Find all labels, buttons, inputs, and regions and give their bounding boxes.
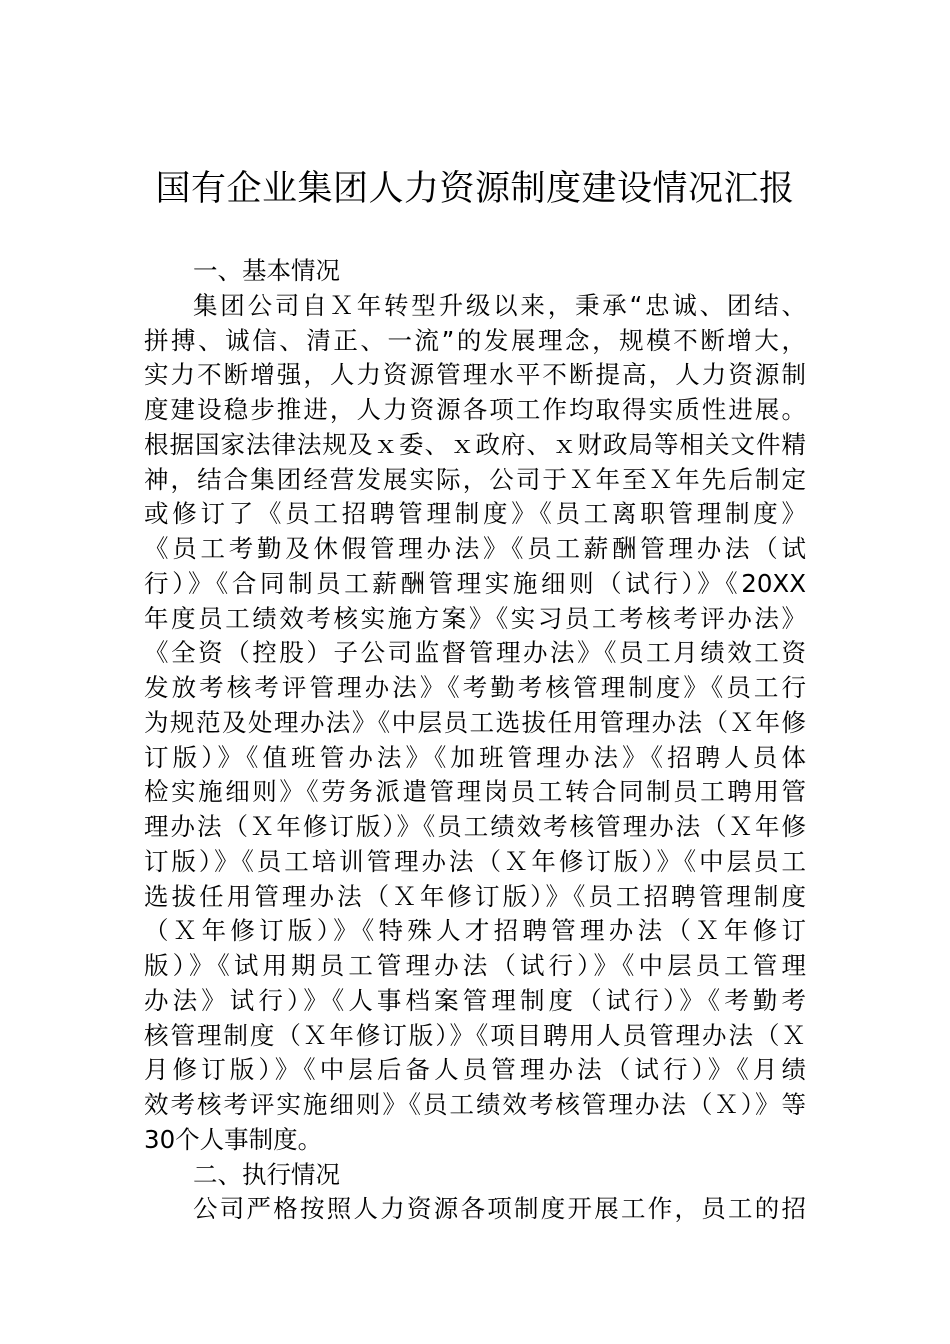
text-line: 二、执行情况 <box>193 1159 340 1189</box>
text-line: 为规范及处理办法》《中层员工选拔任用管理办法（Ｘ年修 <box>144 707 806 737</box>
text-line: 检实施细则》《劳务派遣管理岗员工转合同制员工聘用管 <box>144 777 806 807</box>
text-line: 度建设稳步推进，人力资源各项工作均取得实质性进展。 <box>144 395 806 424</box>
text-line: （Ｘ年修订版）》《特殊人才招聘管理办法（Ｘ年修订 <box>144 916 806 946</box>
text-line: 订版）》《值班管办法》《加班管理办法》《招聘人员体 <box>144 742 806 772</box>
text-line: 或修订了《员工招聘管理制度》《员工离职管理制度》 <box>144 499 806 529</box>
document-body <box>144 254 806 1227</box>
text-line: 效考核考评实施细则》《员工绩效考核管理办法（Ｘ）》等 <box>144 1090 806 1119</box>
text-line: 集团公司自Ｘ年转型升级以来，秉承“忠诚、团结、 <box>193 290 806 320</box>
text-line: 根据国家法律法规及ｘ委、ｘ政府、ｘ财政局等相关文件精 <box>144 429 806 459</box>
document-title: 国有企业集团人力资源制度建设情况汇报 <box>155 169 795 209</box>
text-line: 公司严格按照人力资源各项制度开展工作，员工的招 <box>193 1194 806 1224</box>
text-line: 《全资（控股）子公司监督管理办法》《员工月绩效工资 <box>144 638 806 668</box>
text-line: 年度员工绩效考核实施方案》《实习员工考核考评办法》 <box>144 603 806 633</box>
text-line: 发放考核考评管理办法》《考勤考核管理制度》《员工行 <box>144 673 806 702</box>
text-line: 神，结合集团经营发展实际，公司于Ｘ年至Ｘ年先后制定 <box>144 464 806 494</box>
text-line: 办法》试行）》《人事档案管理制度（试行）》《考勤考 <box>144 985 806 1015</box>
text-line: 行）》《合同制员工薪酬管理实施细则（试行）》《20XX <box>144 568 806 598</box>
text-line: 实力不断增强，人力资源管理水平不断提高，人力资源制 <box>144 360 806 390</box>
text-line: 核管理制度（Ｘ年修订版）》《项目聘用人员管理办法（Ｘ <box>144 1020 806 1050</box>
text-line: 订版）》《员工培训管理办法（Ｘ年修订版）》《中层员工 <box>144 846 806 876</box>
text-line: 版）》《试用期员工管理办法（试行）》《中层员工管理 <box>144 951 806 980</box>
text-line: 《员工考勤及休假管理办法》《员工薪酬管理办法（试 <box>144 534 806 563</box>
text-line: 拼搏、诚信、清正、一流”的发展理念，规模不断增大， <box>144 325 806 355</box>
text-line: 选拔任用管理办法（Ｘ年修订版）》《员工招聘管理制度 <box>144 881 806 911</box>
text-line: 月修订版）》《中层后备人员管理办法（试行）》《月绩 <box>144 1055 806 1085</box>
text-line: 理办法（Ｘ年修订版）》《员工绩效考核管理办法（Ｘ年修 <box>144 812 806 841</box>
text-line: 一、基本情况 <box>193 256 340 285</box>
text-line: 30个人事制度。 <box>144 1124 323 1154</box>
